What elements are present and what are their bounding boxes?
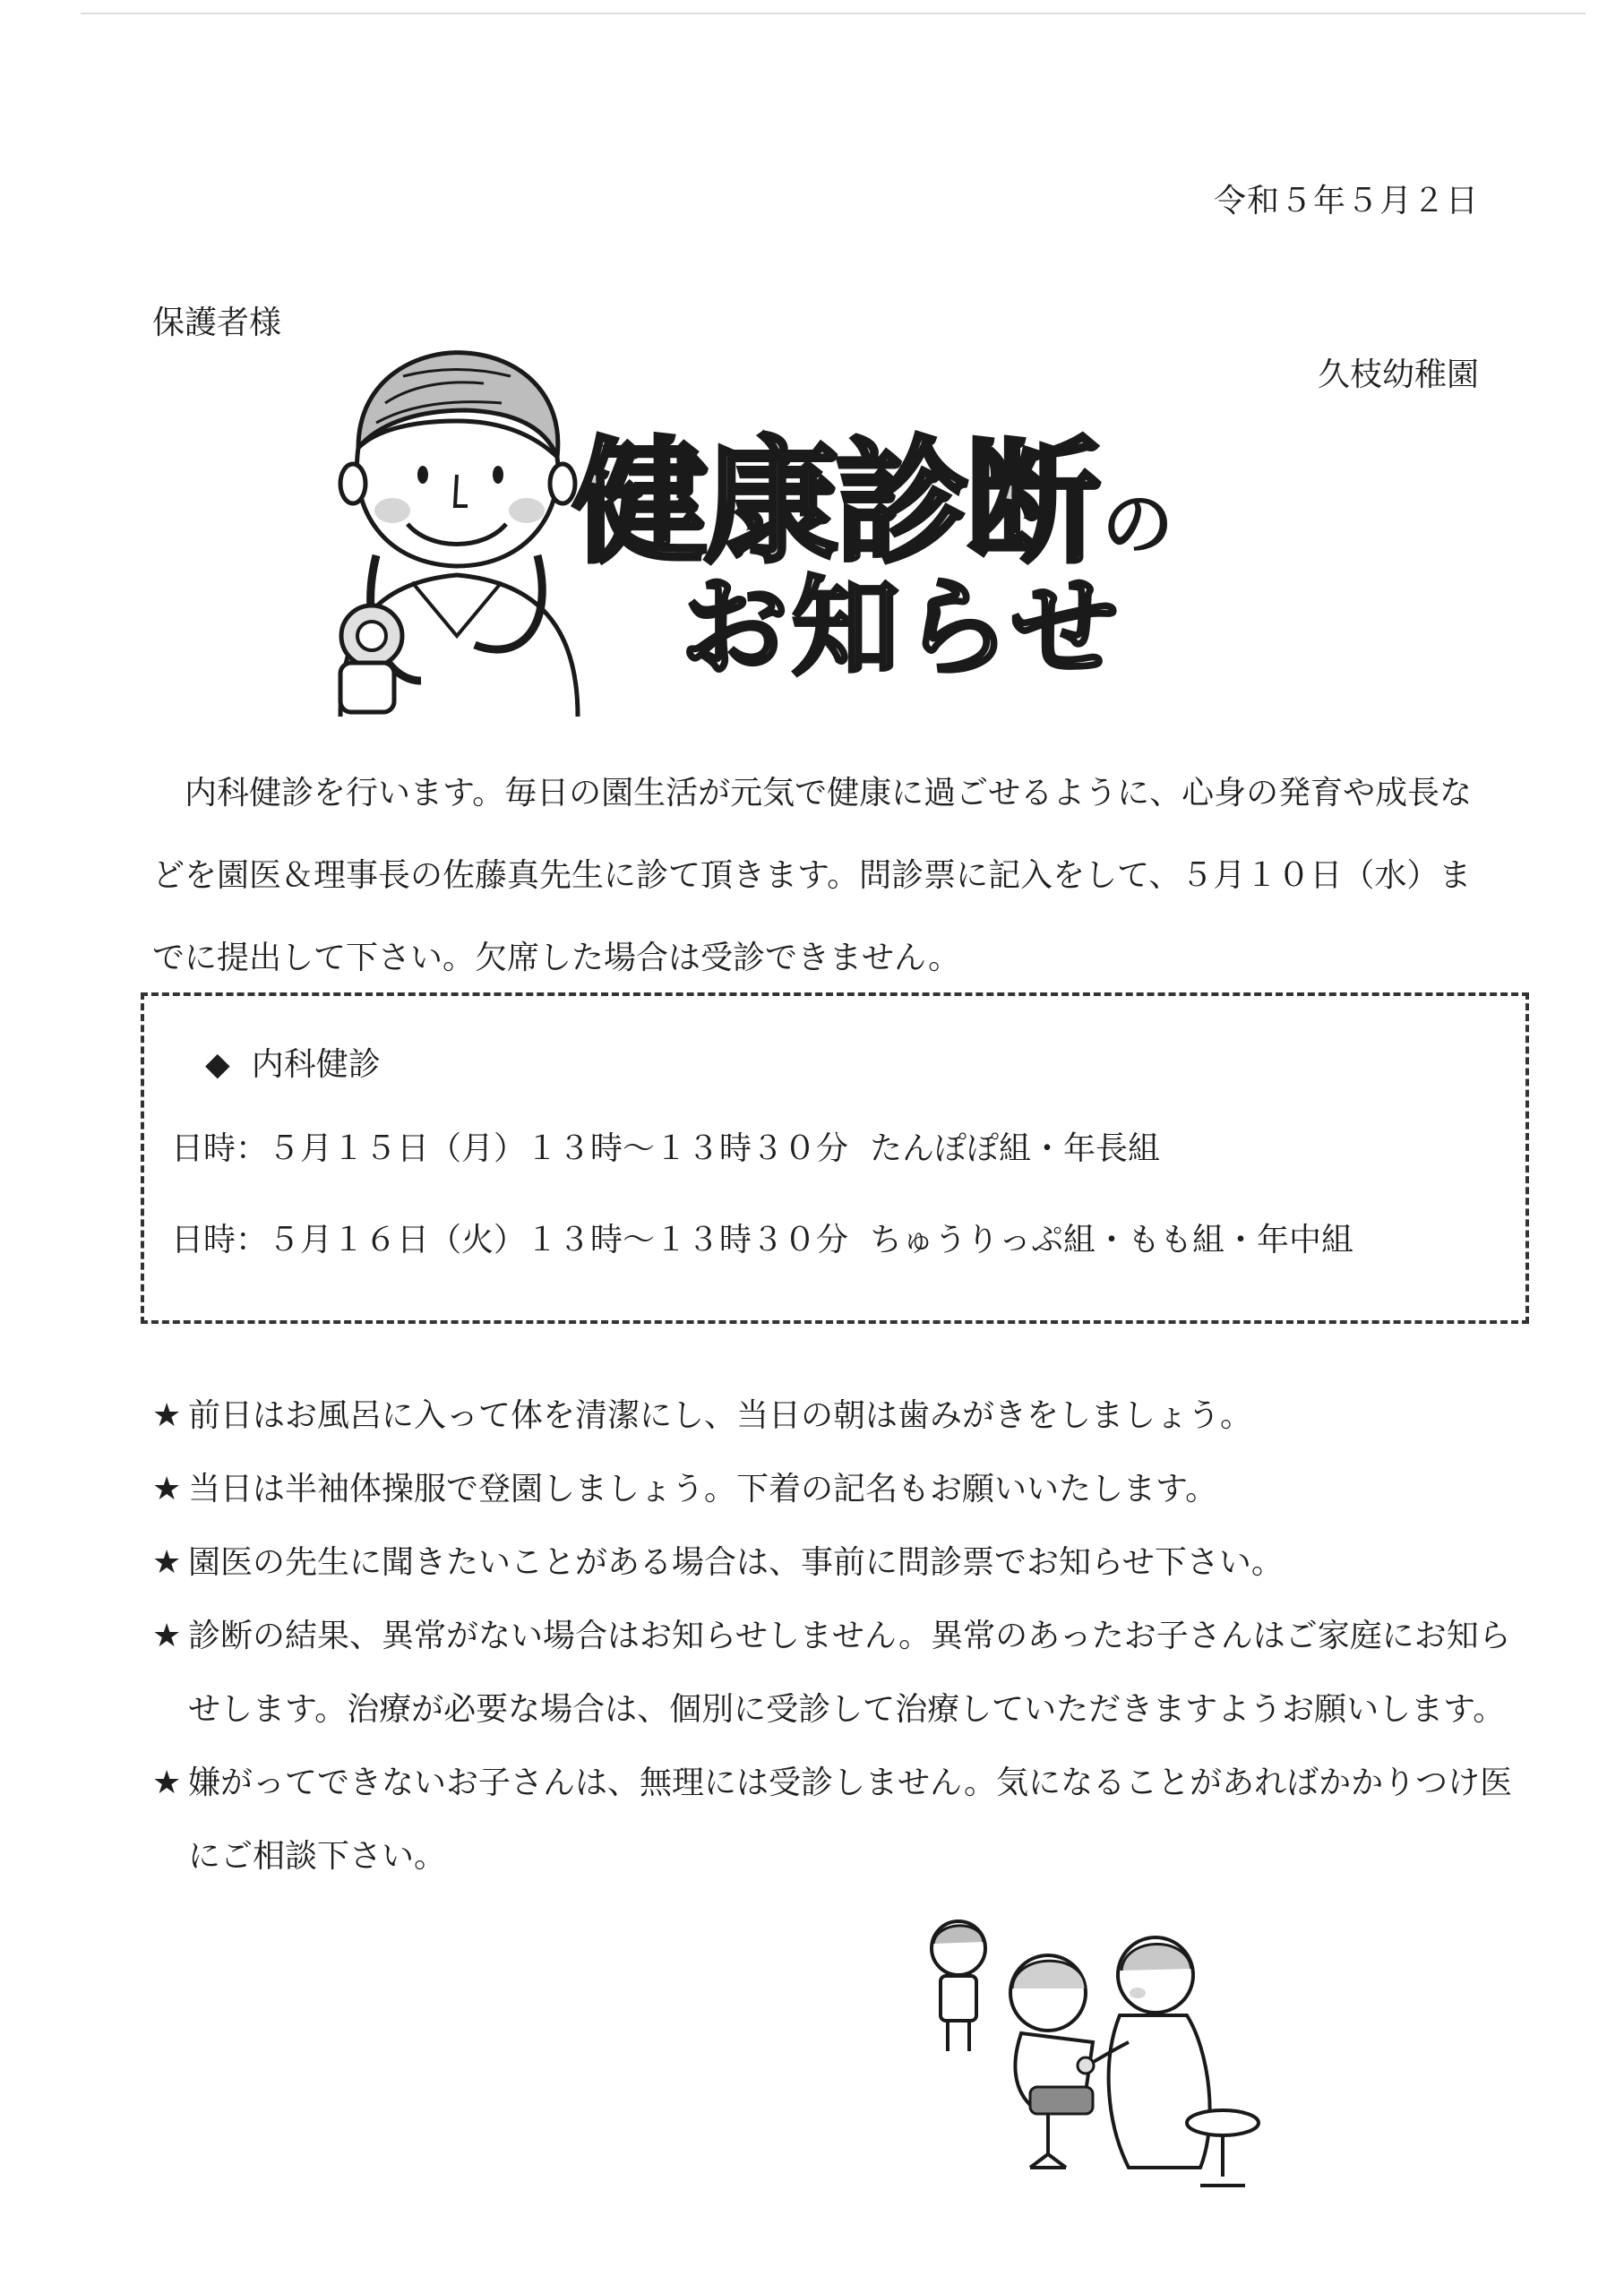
- doctor-illustration: [322, 340, 591, 717]
- schedule-box: [141, 992, 1529, 1324]
- note-text: 前日はお風呂に入って体を清潔にし、当日の朝は歯みがきをしましょう。: [188, 1397, 1253, 1434]
- list-item: [152, 1379, 1514, 1453]
- schedule-groups: たんぽぽ組・年長組: [870, 1130, 1161, 1167]
- notes-list: [152, 1379, 1514, 1894]
- list-item: [152, 1453, 1514, 1526]
- note-text: 当日は半袖体操服で登園しましょう。下着の記名もお願いいたします。: [188, 1471, 1218, 1507]
- star-bullet-icon: ★: [152, 1544, 182, 1581]
- star-bullet-icon: ★: [152, 1765, 182, 1801]
- title-line1: 健康診断: [573, 425, 1097, 581]
- intro-paragraph: 内科健診を行います。毎日の園生活が元気で健康に過ごせるように、心身の発育や成長などを園医＆理事長の佐藤真先生に診て頂きます。問診票に記入をして、５月１０日（水）までに提出して下さい。欠席した場合は受診できません。: [152, 775, 1473, 976]
- title-line2: お知らせ: [681, 566, 1122, 691]
- star-bullet-icon: ★: [152, 1618, 182, 1654]
- list-item: [152, 1600, 1514, 1747]
- addressee: 保護者様: [152, 305, 282, 341]
- note-text: 園医の先生に聞きたいことがある場合は、事前に問診票でお知らせ下さい。: [188, 1544, 1284, 1581]
- schedule-datetime: 日時：５月１６日（火）１３時～１３時３０分: [171, 1222, 849, 1258]
- star-bullet-icon: ★: [152, 1397, 182, 1434]
- list-item: [152, 1747, 1514, 1894]
- schedule-groups: ちゅうりっぷ組・もも組・年中組: [870, 1222, 1354, 1258]
- issue-date: 令和５年５月２日: [1213, 183, 1479, 219]
- note-text: 嫌がってできないお子さんは、無理には受診しません。気になることがあればかかりつけ医にご相談下さい。: [188, 1765, 1513, 1875]
- title-particle: の: [1102, 483, 1171, 566]
- schedule-heading-text: 内科健診: [251, 1046, 381, 1083]
- schedule-heading: [205, 1039, 381, 1085]
- sender-name: 久枝幼稚園: [1317, 356, 1479, 393]
- star-bullet-icon: ★: [152, 1471, 182, 1507]
- notice-title: [573, 394, 1254, 690]
- top-rule: [81, 13, 1585, 14]
- schedule-datetime: 日時：５月１５日（月）１３時～１３時３０分: [171, 1130, 849, 1167]
- schedule-row: [171, 1123, 1160, 1169]
- list-item: [152, 1526, 1514, 1600]
- note-text: 診断の結果、異常がない場合はお知らせしません。異常のあったお子さんはご家庭にお知らせします。治療が必要な場合は、個別に受診して治療していただきますようお願いします。: [188, 1618, 1511, 1728]
- schedule-row: [171, 1215, 1353, 1260]
- diamond-bullet-icon: ◆: [205, 1046, 230, 1083]
- checkup-illustration: [914, 1908, 1272, 2203]
